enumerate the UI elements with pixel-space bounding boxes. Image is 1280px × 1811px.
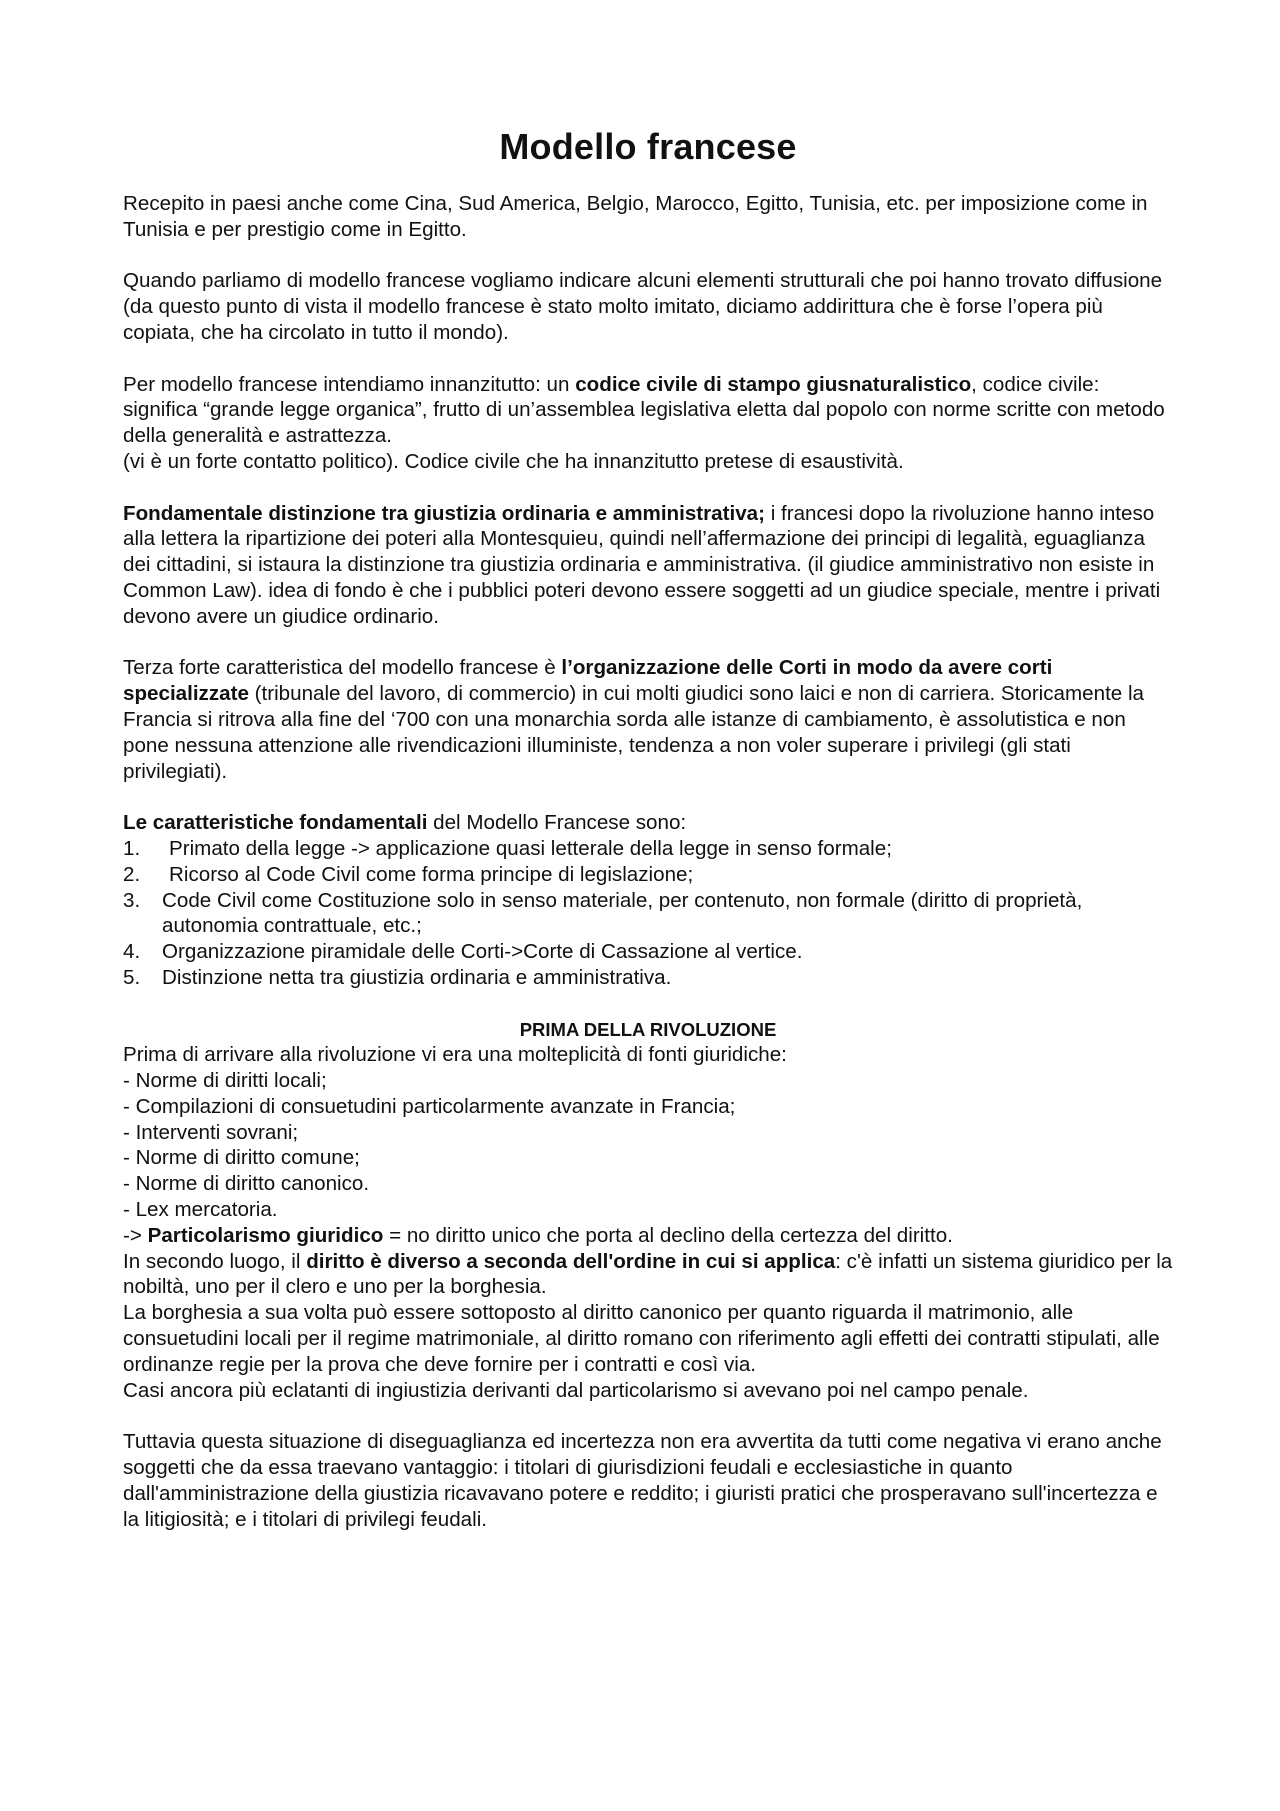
features-intro-bold: Le caratteristiche fondamentali bbox=[123, 811, 428, 835]
list-item bbox=[123, 862, 1173, 888]
list-item: - Interventi sovrani; bbox=[123, 1120, 299, 1144]
sources-list bbox=[123, 1068, 1173, 1223]
list-item: - Compilazioni di consuetudini particolarmente avanzate in Francia; bbox=[123, 1094, 736, 1118]
courts-intro: Terza forte caratteristica del modello francese è bbox=[123, 656, 562, 680]
paragraph-justice-distinction bbox=[123, 501, 1173, 630]
section-heading: PRIMA DELLA RIVOLUZIONE bbox=[519, 1018, 777, 1040]
paragraph-courts bbox=[123, 655, 1173, 784]
paragraph-civil-code bbox=[123, 372, 1173, 449]
paragraph-orders bbox=[123, 1249, 1173, 1301]
particularism-arrow: -> bbox=[123, 1223, 148, 1247]
paragraph-penal-cases: Casi ancora più eclatanti di ingiustizia derivanti dal particolarismo si avevano poi nel campo penale. bbox=[123, 1378, 1029, 1402]
paragraph-sources-intro: Prima di arrivare alla rivoluzione vi era una molteplicità di fonti giuridiche: bbox=[123, 1043, 787, 1067]
courts-bold: l’organizzazione delle Corti in modo da avere corti specializzate bbox=[123, 656, 1053, 706]
list-item bbox=[123, 939, 1173, 965]
features-list bbox=[123, 836, 1173, 991]
list-item bbox=[123, 965, 1173, 991]
page-title: Modello francese bbox=[499, 126, 797, 167]
orders-bold: diritto è diverso a seconda dell'ordine in cui si applica bbox=[306, 1249, 836, 1273]
list-item-text: Code Civil come Costituzione solo in senso materiale, per contenuto, non formale (diritto di proprietà, autonomia contrattuale, etc.; bbox=[162, 888, 1083, 938]
list-item bbox=[123, 888, 1173, 940]
paragraph-bourgeoisie: La borghesia a sua volta può essere sottoposto al diritto canonico per quanto riguarda il matrimonio, alle consuetudini locali per il regime matrimoniale, al diritto romano con riferimento agli effetti dei contratti stipulati, alle ordinanze regie per la prova che deve fornire per i contratti e così via. bbox=[123, 1301, 1160, 1376]
list-item: - Lex mercatoria. bbox=[123, 1198, 278, 1222]
list-item-text: Distinzione netta tra giustizia ordinaria e amministrativa. bbox=[162, 965, 672, 989]
justice-distinction-text: i francesi dopo la rivoluzione hanno inteso alla lettera la ripartizione dei poteri alla Montesquieu, quindi nell’affermazione dei principi di legalità, eguaglianza dei cittadini, si istaura la distinzione tra giustizia ordinaria e amministrativa. (il giudice amministrativo non esiste in Common Law). idea di fondo è che i pubblici poteri devono essere soggetti ad un giudice speciale, mentre i privati devono avere un giudice ordinario. bbox=[123, 501, 1161, 628]
list-item-number: 2. bbox=[123, 862, 141, 886]
list-item: - Norme di diritti locali; bbox=[123, 1069, 327, 1093]
list-item-text: Organizzazione piramidale delle Corti->Corte di Cassazione al vertice. bbox=[162, 940, 803, 964]
features-intro-text: del Modello Francese sono: bbox=[427, 811, 687, 835]
document-body bbox=[123, 125, 1173, 1558]
paragraph-beneficiaries: Tuttavia questa situazione di diseguaglianza ed incertezza non era avvertita da tutti come negativa vi erano anche soggetti che da essa traevano vantaggio: i titolari di giurisdizioni feudali e ecclesiastiche in quanto dall'amministrazione della giustizia ricavavano potere e reddito; i giuristi pratici che prosperavano sull'incertezza e la litigiosità; e i titolari di privilegi feudali. bbox=[123, 1430, 1162, 1531]
list-item-number: 5. bbox=[123, 965, 141, 989]
list-item-number: 4. bbox=[123, 940, 141, 964]
list-item-text: Ricorso al Code Civil come forma principe di legislazione; bbox=[169, 862, 694, 886]
paragraph-model-definition: Quando parliamo di modello francese vogliamo indicare alcuni elementi strutturali che poi hanno trovato diffusione (da questo punto di vista il modello francese è stato molto imitato, diciamo addirittura che è forse l’opera più copiata, che ha circolato in tutto il mondo). bbox=[123, 269, 1163, 344]
particularism-bold: Particolarismo giuridico bbox=[147, 1223, 384, 1247]
list-item-number: 3. bbox=[123, 888, 141, 912]
orders-intro: In secondo luogo, il bbox=[123, 1249, 307, 1273]
civil-code-text: , codice civile: significa “grande legge organica”, frutto di un’assemblea legislativa eletta dal popolo con norme scritte con metodo della generalità e astrattezza. bbox=[123, 372, 1165, 448]
paragraph-political-contact: (vi è un forte contatto politico). Codice civile che ha innanzitutto pretese di esaustività. bbox=[123, 449, 904, 473]
paragraph-reception: Recepito in paesi anche come Cina, Sud America, Belgio, Marocco, Egitto, Tunisia, etc. per imposizione come in Tunisia e per prestigio come in Egitto. bbox=[123, 192, 1148, 241]
list-item: - Norme di diritto comune; bbox=[123, 1146, 360, 1170]
list-item: - Norme di diritto canonico. bbox=[123, 1172, 370, 1196]
orders-text: : c'è infatti un sistema giuridico per la nobiltà, uno per il clero e uno per la borghesia. bbox=[123, 1249, 1173, 1299]
particularism-text: = no diritto unico che porta al declino della certezza del diritto. bbox=[383, 1223, 953, 1247]
paragraph-features-intro bbox=[123, 810, 1173, 836]
justice-distinction-bold: Fondamentale distinzione tra giustizia ordinaria e amministrativa; bbox=[123, 501, 765, 525]
list-item bbox=[123, 836, 1173, 862]
paragraph-particularism bbox=[123, 1223, 1173, 1249]
civil-code-bold: codice civile di stampo giusnaturalistico bbox=[575, 372, 972, 396]
civil-code-intro: Per modello francese intendiamo innanzitutto: un bbox=[123, 372, 576, 396]
courts-text: (tribunale del lavoro, di commercio) in cui molti giudici sono laici e non di carriera. Storicamente la Francia si ritrova alla fine del ‘700 con una monarchia sorda alle istanze di cambiamento, è assolutistica e non pone nessuna attenzione alle rivendicazioni illuministe, tendenza a non voler superare i privilegi (gli stati privilegiati). bbox=[123, 682, 1144, 783]
list-item-text: Primato della legge -> applicazione quasi letterale della legge in senso formale; bbox=[169, 836, 892, 860]
list-item-number: 1. bbox=[123, 836, 141, 860]
